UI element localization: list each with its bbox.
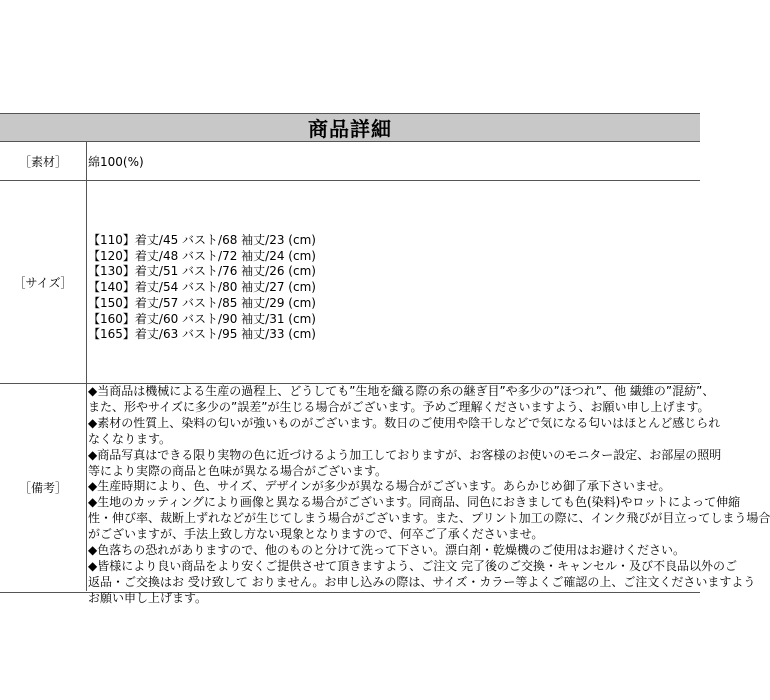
note-line: お願い申し上げます。 — [88, 590, 208, 605]
table-title: 商品詳細 — [0, 114, 700, 142]
size-line: 【160】着丈/60 バスト/90 袖丈/31 (cm) — [88, 311, 316, 326]
notes-label: ［備考］ — [0, 384, 87, 591]
notes-text — [88, 384, 770, 607]
note-line: ◆素材の性質上、染料の匂いが強いものがございます。数日のご使用や陰干しなどで気になる匂いはほとんど感じられ — [88, 415, 721, 430]
size-label: ［サイズ］ — [0, 181, 87, 383]
note-line: ◆当商品は機械による生産の過程上、どうしても”生地を織る際の糸の継ぎ目”や多少の”ほつれ”、他 繊維の”混紡”、 — [88, 384, 715, 398]
size-line: 【110】着丈/45 バスト/68 袖丈/23 (cm) — [88, 233, 316, 247]
size-line: 【165】着丈/63 バスト/95 袖丈/33 (cm) — [88, 327, 316, 342]
note-line: ◆生産時期により、色、サイズ、デザインが多少が異なる場合がございます。あらかじめ御了承下さいませ。 — [88, 479, 671, 494]
note-line: ◆皆様により良い商品をより安くご提供させて頂きますよう、ご注文 完了後のご交換・キャンセル・及び不良品以外のご — [88, 558, 738, 573]
material-label: ［素材］ — [0, 142, 87, 180]
product-detail-table — [0, 113, 770, 605]
size-line: 【140】着丈/54 バスト/80 袖丈/27 (cm) — [88, 280, 316, 295]
size-line: 【150】着丈/57 バスト/85 袖丈/29 (cm) — [88, 295, 316, 310]
note-line: ◆色落ちの恐れがありますので、他のものと分けて洗って下さい。漂白剤・乾燥機のご使用はお避けください。 — [88, 543, 685, 558]
size-row — [0, 181, 700, 384]
note-line: また、形やサイズに多少の”誤差”が生じる場合がございます。予めご理解くださいますよう、お願い申し上げます。 — [88, 399, 710, 414]
note-line: 返品・ご交換はお 受け致して おりません。お申し込みの際は、サイズ・カラー等よくご確認の上、ご注文くださいますよう — [88, 574, 756, 589]
note-line: なくなります。 — [88, 431, 172, 446]
size-list — [88, 233, 316, 343]
notes-row — [0, 384, 770, 605]
note-line: ◆生地のカッティングにより画像と異なる場合がございます。同商品、同色におきましても色(染料)やロットによって伸縮 — [88, 495, 741, 510]
material-row — [0, 142, 700, 181]
note-line: 等により実際の商品と色味が異なる場合がございます。 — [88, 463, 388, 478]
material-value: 綿100(%) — [88, 154, 144, 169]
size-line: 【130】着丈/51 バスト/76 袖丈/26 (cm) — [88, 264, 316, 279]
size-line: 【120】着丈/48 バスト/72 袖丈/24 (cm) — [88, 248, 316, 263]
note-line: ◆商品写真はできる限り実物の色に近づけるよう加工しておりますが、お客様のお使いのモニター設定、お部屋の照明 — [88, 447, 722, 462]
note-line: がございますが、手法上致し方ない現象となりますので、何卒ご了承くださいませ。 — [88, 527, 544, 542]
note-line: 性・伸び率、裁断上ずれなどが生じてしまう場合がございます。また、プリント加工の際に、インク飛びが目立ってしまう場合 — [88, 511, 770, 526]
